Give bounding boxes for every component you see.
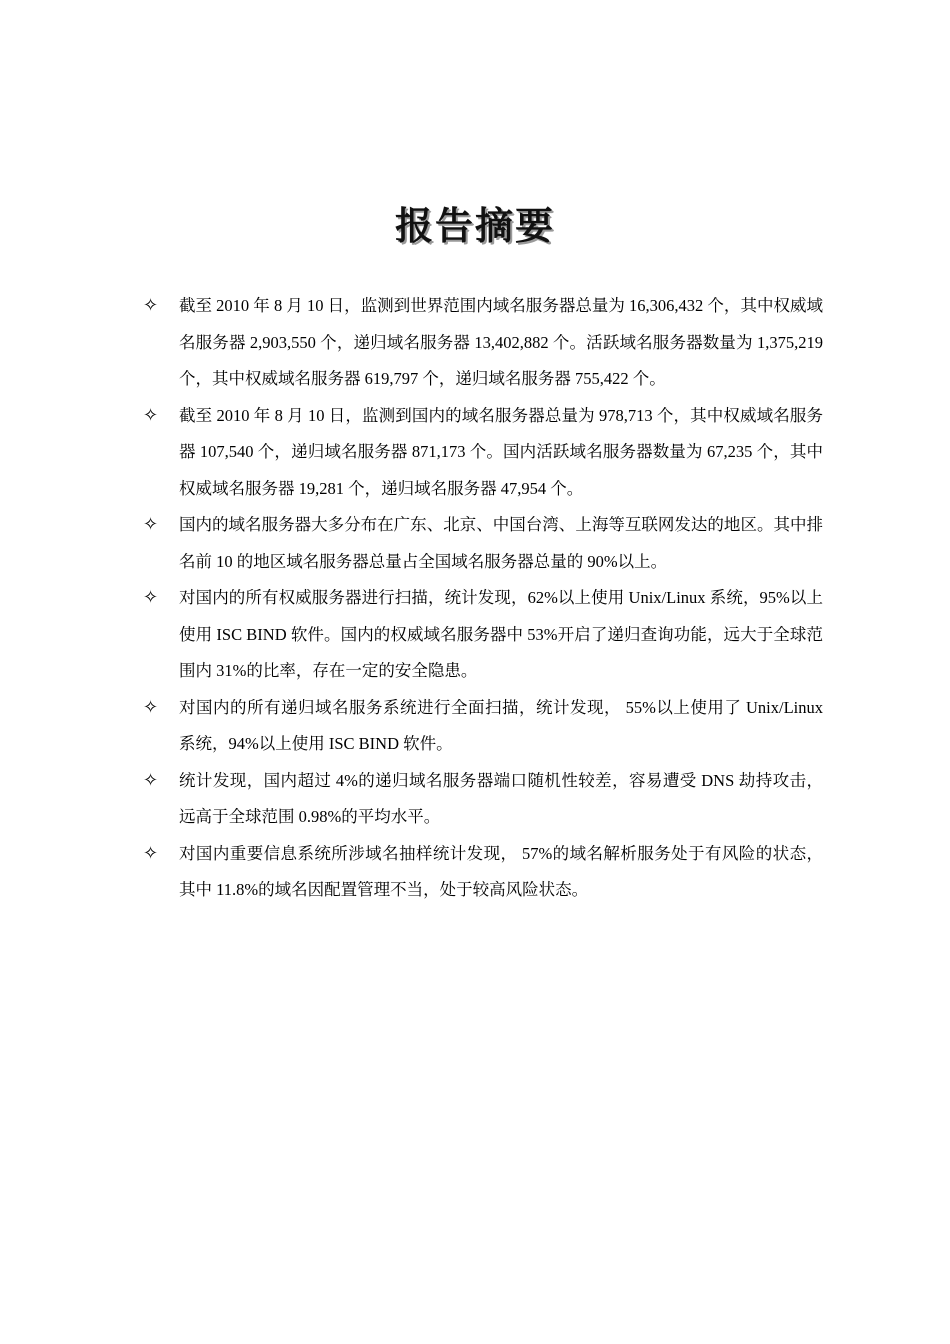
summary-item-text: 对国内的所有递归域名服务系统进行全面扫描，统计发现， 55%以上使用了 Unix/Linux 系统，94%以上使用 ISC BIND 软件。 <box>179 697 823 753</box>
summary-item-text: 截至 2010 年 8 月 10 日，监测到世界范围内域名服务器总量为 16,306,432 个，其中权威域名服务器 2,903,550 个，递归域名服务器 13,402,882 个。活跃域名服务器数量为 1,375,219 个，其中权威域名服务器 619,797 个，递归域名服务器 755,422 个。 <box>179 296 823 388</box>
page-title: 报告摘要 <box>394 204 555 248</box>
summary-item <box>143 507 823 580</box>
four-point-star-bullet-icon: ✧ <box>143 696 159 718</box>
summary-item <box>143 580 823 690</box>
four-point-star-bullet-icon: ✧ <box>143 587 159 608</box>
summary-item <box>143 398 823 508</box>
summary-item-text: 对国内重要信息系统所涉域名抽样统计发现， 57%的域名解析服务处于有风险的状态，其中 11.8%的域名因配置管理不当，处于较高风险状态。 <box>179 843 823 899</box>
four-point-star-bullet-icon: ✧ <box>143 514 159 535</box>
four-point-star-bullet-icon: ✧ <box>143 769 159 791</box>
summary-list <box>143 288 823 909</box>
four-point-star-bullet-icon: ✧ <box>143 295 159 316</box>
summary-item-text: 统计发现，国内超过 4%的递归域名服务器端口随机性较差，容易遭受 DNS 劫持攻击，远高于全球范围 0.98%的平均水平。 <box>179 770 823 826</box>
summary-item <box>143 836 823 909</box>
summary-item <box>143 690 823 763</box>
four-point-star-bullet-icon: ✧ <box>143 404 159 426</box>
summary-item <box>143 763 823 836</box>
summary-item <box>143 288 823 398</box>
summary-item-text: 对国内的所有权威服务器进行扫描，统计发现，62%以上使用 Unix/Linux 系统，95%以上使用 ISC BIND 软件。国内的权威域名服务器中 53%开启了递归查询功能，远大于全球范围内 31%的比率，存在一定的安全隐患。 <box>179 588 823 680</box>
four-point-star-bullet-icon: ✧ <box>143 842 159 864</box>
summary-item-text: 国内的域名服务器大多分布在广东、北京、中国台湾、上海等互联网发达的地区。其中排名前 10 的地区域名服务器总量占全国域名服务器总量的 90%以上。 <box>179 515 823 571</box>
summary-item-text: 截至 2010 年 8 月 10 日，监测到国内的域名服务器总量为 978,713 个，其中权威域名服务器 107,540 个，递归域名服务器 871,173 个。国内活跃域名服务器数量为 67,235 个，其中权威域名服务器 19,281 个，递归域名服务器 47,954 个。 <box>179 405 823 498</box>
